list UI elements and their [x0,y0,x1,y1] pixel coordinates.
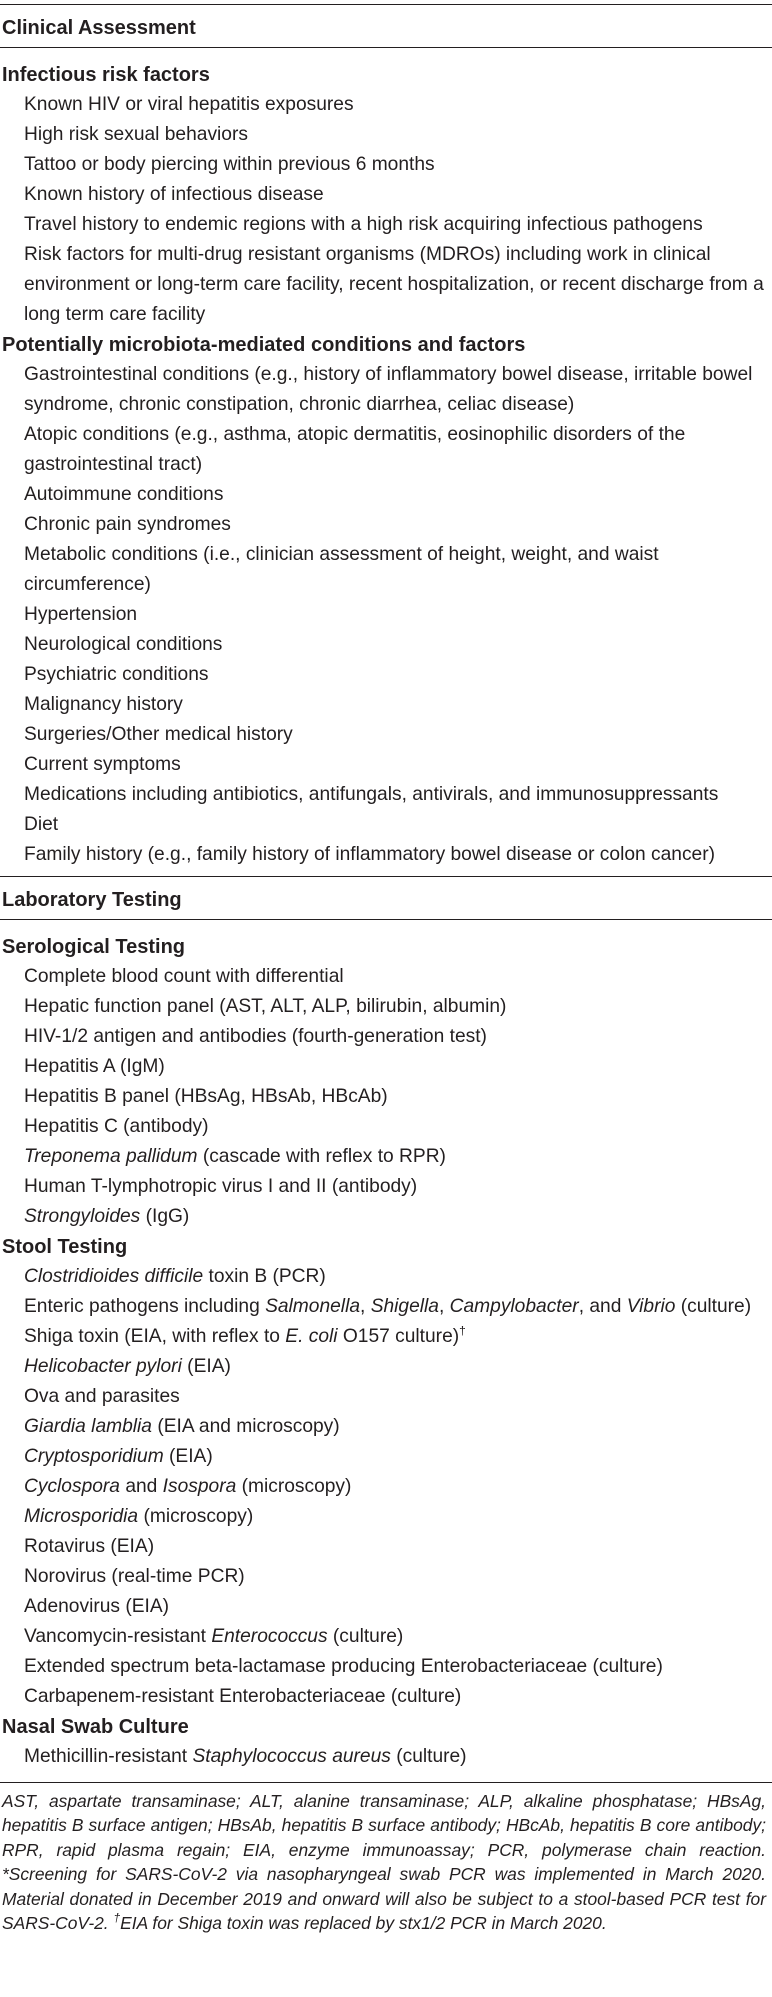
list-item-enteric [0,1292,772,1322]
list-item: Extended spectrum beta-lactamase producing Enterobacteriaceae (culture) [24,1656,663,1677]
enteric-suffix: (culture) [675,1296,752,1317]
list-item-diet: Diet [24,814,59,835]
enterococcus-name: Enterococcus [211,1626,328,1647]
nasal-block [0,1712,772,1772]
lab-heading-rule [0,919,772,920]
list-item: Hepatitis C (antibody) [24,1116,209,1137]
lab-top-rule [0,876,772,877]
list-item-gi: Gastrointestinal conditions (e.g., history of inflammatory bowel disease, irritable bowel syndrome, chronic constipation, chronic diarrhea, celiac disease) [24,364,753,415]
dagger-mark: † [459,1323,466,1338]
cyclospora-and: and [119,1476,163,1497]
list-item-metabolic: Metabolic conditions (i.e., clinician assessment of height, weight, and waist circumference) [24,544,659,595]
serological-block [0,932,772,1232]
list-item: Tattoo or body piercing within previous 6 months [24,154,435,175]
vre-detail: (culture) [327,1626,404,1647]
strongyloides-name: Strongyloides [24,1206,141,1227]
microbiota-block [0,330,772,870]
list-item: Autoimmune conditions [24,484,224,505]
list-item-crypto [0,1442,772,1472]
stool-block [0,1232,772,1712]
cdiff-name: Clostridioides difficile [24,1266,204,1287]
enteric-prefix: Enteric pathogens including [24,1296,266,1317]
list-item: Norovirus (real-time PCR) [24,1566,245,1587]
list-item: Known history of infectious disease [24,184,324,205]
crypto-name: Cryptosporidium [24,1446,164,1467]
list-item-cdiff [0,1262,772,1292]
clinical-heading-rule [0,47,772,48]
list-item-mrsa [0,1742,772,1772]
list-item-family: Family history (e.g., family history of inflammatory bowel disease or colon cancer) [24,844,715,865]
list-item: Chronic pain syndromes [24,514,231,535]
list-item: Malignancy history [24,694,183,715]
cdiff-detail: toxin B (PCR) [203,1266,326,1287]
top-rule [0,4,772,5]
list-item: High risk sexual behaviors [24,124,248,145]
list-item: Rotavirus (EIA) [24,1536,155,1557]
serological-heading: Serological Testing [2,936,185,958]
microsporidia-name: Microsporidia [24,1506,139,1527]
list-item-treponema [0,1142,772,1172]
list-item: Current symptoms [24,754,181,775]
list-item: HIV-1/2 antigen and antibodies (fourth-generation test) [24,1026,487,1047]
clinical-assessment-heading: Clinical Assessment [2,17,196,39]
list-item: Hepatic function panel (AST, ALT, ALP, bilirubin, albumin) [24,996,507,1017]
list-item: Surgeries/Other medical history [24,724,293,745]
hpylori-name: Helicobacter pylori [24,1356,182,1377]
shigella-name: Shigella [370,1296,439,1317]
infectious-risk-list [0,90,772,330]
strongyloides-detail: (IgG) [140,1206,190,1227]
infectious-risk-heading: Infectious risk factors [2,64,210,86]
list-item: Adenovirus (EIA) [24,1596,170,1617]
giardia-detail: (EIA and microscopy) [151,1416,340,1437]
list-item: Complete blood count with differential [24,966,344,987]
footnote-dagger-text: EIA for Shiga toxin was replaced by stx1/2 PCR in March 2020. [120,1913,607,1934]
enteric-sep: , and [578,1296,627,1317]
list-item-vre [0,1622,772,1652]
list-item: Human T-lymphotropic virus I and II (antibody) [24,1176,418,1197]
list-item: Hepatitis A (IgM) [24,1056,165,1077]
list-item-medications: Medications including antibiotics, antifungals, antivirals, and immunosuppressants [24,784,719,805]
list-item-atopic: Atopic conditions (e.g., asthma, atopic dermatitis, eosinophilic disorders of the gastrointestinal tract) [24,424,686,475]
mrsa-prefix: Methicillin-resistant [24,1746,193,1767]
footnote [0,1783,772,1935]
isospora-name: Isospora [162,1476,237,1497]
campylobacter-name: Campylobacter [449,1296,579,1317]
list-item-strongyloides [0,1202,772,1232]
list-item-mdro: Risk factors for multi-drug resistant organisms (MDROs) including work in clinical environment or long-term care facility, recent hospitalization, or recent discharge from a long term care facility [24,244,764,325]
list-item: Carbapenem-resistant Enterobacteriaceae (culture) [24,1686,462,1707]
shiga-suffix: O157 culture) [337,1326,460,1347]
footnote-text: AST, aspartate transaminase; ALT, alanine transaminase; ALP, alkaline phosphatase; HBsAg, hepatitis B surface antigen; HBsAb, hepatitis B surface antibody; HBcAb, hepatitis B core antibody; RPR, rapid plasma regain; EIA, enzyme immunoassay; PCR, polymerase chain reaction. *Screening for SARS-CoV-2 via nasopharyngeal swab PCR was implemented in March 2020. Material donated in December 2019 and onward will also be subject to a stool-based PCR test for SARS-CoV-2. [2,1791,766,1934]
list-item: Psychiatric conditions [24,664,209,685]
footnote-dagger: † [113,1911,121,1926]
list-item: Hypertension [24,604,138,625]
stool-list [0,1262,772,1712]
list-item: Travel history to endemic regions with a high risk acquiring infectious pathogens [24,214,703,235]
mrsa-detail: (culture) [390,1746,467,1767]
list-item-shiga [0,1322,772,1352]
microbiota-heading: Potentially microbiota-mediated conditions and factors [2,334,526,356]
list-item-cyclospora [0,1472,772,1502]
giardia-name: Giardia lamblia [24,1416,152,1437]
microsporidia-detail: (microscopy) [138,1506,254,1527]
list-item: Ova and parasites [24,1386,180,1407]
microbiota-list [0,360,772,870]
treponema-name: Treponema pallidum [24,1146,198,1167]
hpylori-detail: (EIA) [181,1356,231,1377]
crypto-detail: (EIA) [163,1446,213,1467]
vre-prefix: Vancomycin-resistant [24,1626,212,1647]
enteric-sep: , [438,1296,450,1317]
table-page [0,4,772,1997]
list-item-hpylori [0,1352,772,1382]
list-item: Neurological conditions [24,634,223,655]
staph-name: Staphylococcus aureus [192,1746,391,1767]
list-item-giardia [0,1412,772,1442]
list-item: Known HIV or viral hepatitis exposures [24,94,354,115]
treponema-detail: (cascade with reflex to RPR) [197,1146,446,1167]
list-item: Hepatitis B panel (HBsAg, HBsAb, HBcAb) [24,1086,388,1107]
salmonella-name: Salmonella [265,1296,361,1317]
cyclospora-detail: (microscopy) [236,1476,352,1497]
nasal-heading: Nasal Swab Culture [2,1716,189,1738]
serological-list [0,962,772,1232]
shiga-prefix: Shiga toxin (EIA, with reflex to [24,1326,286,1347]
enteric-sep: , [360,1296,371,1317]
vibrio-name: Vibrio [626,1296,676,1317]
ecoli-name: E. coli [285,1326,338,1347]
nasal-list [0,1742,772,1772]
cyclospora-name: Cyclospora [24,1476,120,1497]
laboratory-testing-heading: Laboratory Testing [2,889,182,911]
infectious-risk-block [0,60,772,330]
stool-heading: Stool Testing [2,1236,128,1258]
list-item-microsporidia [0,1502,772,1532]
